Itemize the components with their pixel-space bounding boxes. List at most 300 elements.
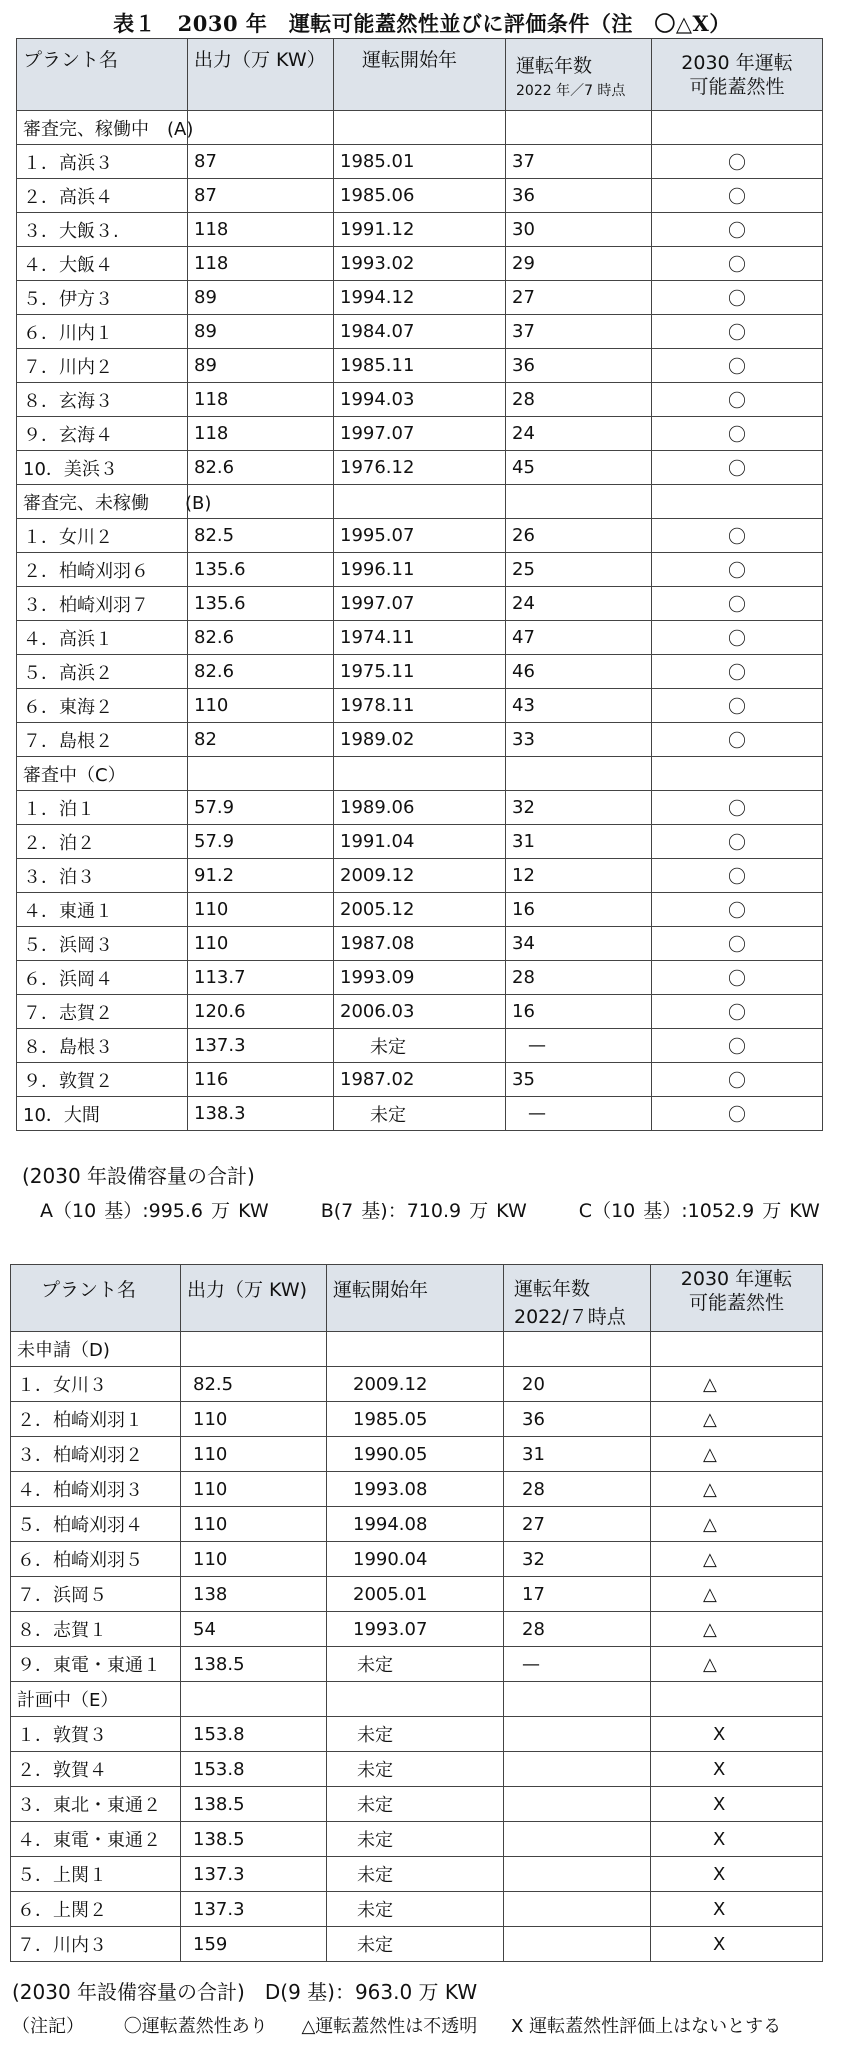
table-row [17,893,823,927]
output-cell: 87 [188,145,334,179]
output-cell: 110 [181,1542,327,1577]
start-year-cell: 1987.02 [334,1063,506,1097]
probability-mark-cell: 〇 [652,961,823,995]
plant-name-cell: ７．志賀２ [17,995,188,1029]
output-cell: 118 [188,213,334,247]
start-year-cell: 未定 [327,1787,504,1822]
table-row [11,1752,823,1787]
table-row [17,723,823,757]
operating-years-cell: — [506,1029,652,1063]
plant-name-cell: ７．川内２ [17,349,188,383]
plant-name-cell: ９．敦賀２ [17,1063,188,1097]
plant-name-cell: ７．浜岡５ [11,1577,181,1612]
probability-mark-cell: 〇 [652,417,823,451]
table-row [17,383,823,417]
start-year-cell: 1991.04 [334,825,506,859]
output-cell: 137.3 [181,1892,327,1927]
operating-years-cell: 46 [506,655,652,689]
table-row [11,1437,823,1472]
operating-years-cell: 34 [506,927,652,961]
plant-name-cell: 10．大間 [17,1097,188,1131]
empty-cell [651,1682,823,1717]
plant-name-cell: ５．浜岡３ [17,927,188,961]
probability-mark-cell: 〇 [652,1063,823,1097]
output-cell: 110 [181,1402,327,1437]
plant-name-cell: １．高浜３ [17,145,188,179]
table-row [17,417,823,451]
plant-name-cell: ２．高浜４ [17,179,188,213]
output-cell: 110 [181,1507,327,1542]
table-row [11,1717,823,1752]
operating-years-cell [504,1787,651,1822]
operating-years-cell: 25 [506,553,652,587]
header-start-year: 運転開始年 [327,1265,504,1332]
probability-mark-cell: 〇 [652,519,823,553]
summary-line-1 [40,1196,820,1223]
plant-name-cell: ６．上関２ [11,1892,181,1927]
probability-mark-cell: X [651,1717,823,1752]
probability-mark-cell: 〇 [652,587,823,621]
operating-years-cell: 24 [506,417,652,451]
table-row [17,1063,823,1097]
plant-name-cell: ２．泊２ [17,825,188,859]
operating-years-cell: 27 [506,281,652,315]
plant-name-cell: ４．東通１ [17,893,188,927]
table-row [17,179,823,213]
group-label: 審査完、稼働中 (A) [17,111,188,145]
output-cell: 118 [188,383,334,417]
table-row [11,1472,823,1507]
probability-mark-cell: 〇 [652,451,823,485]
empty-cell [651,1332,823,1367]
table-row [17,553,823,587]
start-year-cell: 1978.11 [334,689,506,723]
summary-c: C（10 基）:1052.9 万 KW [578,1200,820,1222]
output-cell: 91.2 [188,859,334,893]
table-row [11,1787,823,1822]
start-year-cell: 未定 [327,1927,504,1962]
operating-years-cell: 29 [506,247,652,281]
empty-cell [327,1682,504,1717]
operating-years-cell: 45 [506,451,652,485]
output-cell: 82.6 [188,655,334,689]
table-row [17,689,823,723]
start-year-cell: 1994.03 [334,383,506,417]
probability-mark-cell: 〇 [652,553,823,587]
output-cell: 113.7 [188,961,334,995]
operating-years-cell [504,1927,651,1962]
operating-years-cell [504,1892,651,1927]
header-operating-years-sub: 2022/７時点 [514,1306,626,1328]
plant-name-cell: ６．浜岡４ [17,961,188,995]
start-year-cell: 1994.08 [327,1507,504,1542]
operating-years-cell: 12 [506,859,652,893]
output-cell: 54 [181,1612,327,1647]
output-cell: 89 [188,281,334,315]
empty-cell [506,757,652,791]
start-year-cell: 2005.12 [334,893,506,927]
plant-name-cell: １．敦賀３ [11,1717,181,1752]
probability-mark-cell: △ [651,1542,823,1577]
output-cell: 120.6 [188,995,334,1029]
probability-mark-cell: 〇 [652,247,823,281]
output-cell: 110 [188,927,334,961]
plant-name-cell: ３．東北・東通２ [11,1787,181,1822]
start-year-cell: 1989.02 [334,723,506,757]
operating-years-cell: 17 [504,1577,651,1612]
output-cell: 138.3 [188,1097,334,1131]
plant-name-cell: ４．大飯４ [17,247,188,281]
plant-name-cell: ３．大飯３. [17,213,188,247]
plant-table-2 [10,1264,823,1962]
probability-mark-cell: 〇 [652,859,823,893]
output-cell: 153.8 [181,1752,327,1787]
plant-name-cell: ５．高浜２ [17,655,188,689]
probability-mark-cell: X [651,1822,823,1857]
probability-mark-cell: X [651,1927,823,1962]
table-row [17,791,823,825]
legend-note [12,2012,781,2038]
probability-mark-cell: △ [651,1647,823,1682]
table-row [11,1822,823,1857]
table-row [17,995,823,1029]
output-cell: 159 [181,1927,327,1962]
probability-mark-cell: 〇 [652,315,823,349]
start-year-cell: 1976.12 [334,451,506,485]
output-cell: 87 [188,179,334,213]
header-plant-name: プラント名 [11,1265,181,1332]
empty-cell [188,757,334,791]
operating-years-cell: 28 [506,961,652,995]
table-row [17,451,823,485]
plant-name-cell: ８．志賀１ [11,1612,181,1647]
operating-years-cell: 28 [504,1612,651,1647]
output-cell: 138.5 [181,1787,327,1822]
table-header-row [11,1265,823,1332]
table-row [11,1927,823,1962]
operating-years-cell: 31 [504,1437,651,1472]
empty-cell [652,757,823,791]
operating-years-cell [504,1752,651,1787]
start-year-cell: 1993.07 [327,1612,504,1647]
probability-mark-cell: 〇 [652,349,823,383]
table-row [11,1647,823,1682]
probability-mark-cell: 〇 [652,689,823,723]
probability-mark-cell: X [651,1752,823,1787]
empty-cell [334,485,506,519]
start-year-cell: 1996.11 [334,553,506,587]
table-row [11,1892,823,1927]
summary-a: A（10 基）:995.6 万 KW [40,1200,269,1222]
start-year-cell: 未定 [327,1857,504,1892]
output-cell: 135.6 [188,553,334,587]
output-cell: 57.9 [188,791,334,825]
probability-mark-cell: △ [651,1402,823,1437]
output-cell: 137.3 [181,1857,327,1892]
start-year-cell: 1975.11 [334,655,506,689]
output-cell: 82.6 [188,621,334,655]
start-year-cell: 1991.12 [334,213,506,247]
header-probability [651,1265,823,1332]
table-row [11,1367,823,1402]
empty-cell [334,111,506,145]
probability-mark-cell: 〇 [652,383,823,417]
empty-cell [652,485,823,519]
empty-cell [188,111,334,145]
plant-name-cell: ７．川内３ [11,1927,181,1962]
output-cell: 82.5 [188,519,334,553]
header-output: 出力（万 KW） [188,39,334,111]
operating-years-cell: 27 [504,1507,651,1542]
start-year-cell: 1994.12 [334,281,506,315]
probability-mark-cell: 〇 [652,655,823,689]
operating-years-cell: 31 [506,825,652,859]
operating-years-cell: 16 [506,995,652,1029]
start-year-cell: 1985.05 [327,1402,504,1437]
output-cell: 118 [188,247,334,281]
table-row [11,1542,823,1577]
header-plant-name: プラント名 [17,39,188,111]
probability-mark-cell: 〇 [652,281,823,315]
table-row [17,1097,823,1131]
output-cell: 57.9 [188,825,334,859]
empty-cell [506,485,652,519]
operating-years-cell: 32 [506,791,652,825]
table-row [17,281,823,315]
plant-name-cell: 10．美浜３ [17,451,188,485]
plant-name-cell: １．女川２ [17,519,188,553]
table-row [11,1402,823,1437]
probability-mark-cell: 〇 [652,893,823,927]
start-year-cell: 1987.08 [334,927,506,961]
output-cell: 138.5 [181,1647,327,1682]
table-row [17,859,823,893]
output-cell: 118 [188,417,334,451]
probability-mark-cell: 〇 [652,927,823,961]
header-start-year: 運転開始年 [334,39,506,111]
group-row [11,1332,823,1367]
start-year-cell: 1985.11 [334,349,506,383]
plant-name-cell: ２．敦賀４ [11,1752,181,1787]
output-cell: 110 [188,689,334,723]
header-operating-years-sub: 2022 年／7 時点 [516,83,626,99]
output-cell: 110 [181,1472,327,1507]
group-row [17,485,823,519]
start-year-cell: 未定 [334,1029,506,1063]
start-year-cell: 1985.06 [334,179,506,213]
output-cell: 89 [188,315,334,349]
plant-name-cell: ９．東電・東通１ [11,1647,181,1682]
operating-years-cell: 32 [504,1542,651,1577]
table-row [11,1507,823,1542]
empty-cell [181,1682,327,1717]
output-cell: 137.3 [188,1029,334,1063]
table-row [11,1612,823,1647]
output-cell: 82.6 [188,451,334,485]
table-row [17,349,823,383]
output-cell: 82 [188,723,334,757]
note-x: X 運転蓋然性評価上はないとする [511,2016,782,2037]
plant-name-cell: １．泊１ [17,791,188,825]
plant-name-cell: ４．高浜１ [17,621,188,655]
probability-mark-cell: 〇 [652,145,823,179]
probability-mark-cell: X [651,1857,823,1892]
start-year-cell: 2009.12 [327,1367,504,1402]
output-cell: 138 [181,1577,327,1612]
start-year-cell: 未定 [334,1097,506,1131]
plant-name-cell: ３．柏崎刈羽２ [11,1437,181,1472]
start-year-cell: 1997.07 [334,417,506,451]
output-cell: 135.6 [188,587,334,621]
probability-mark-cell: 〇 [652,621,823,655]
table-row [17,145,823,179]
start-year-cell: 1993.02 [334,247,506,281]
table-row [17,1029,823,1063]
table-row [11,1577,823,1612]
output-cell: 138.5 [181,1822,327,1857]
summary-b: B(7 基)：710.9 万 KW [320,1200,527,1222]
operating-years-cell: 16 [506,893,652,927]
output-cell: 116 [188,1063,334,1097]
header-operating-years-label: 運転年数 [514,1278,591,1300]
operating-years-cell: 24 [506,587,652,621]
probability-mark-cell: 〇 [652,995,823,1029]
table-row [17,519,823,553]
operating-years-cell: 36 [506,349,652,383]
plant-name-cell: ２．柏崎刈羽１ [11,1402,181,1437]
output-cell: 110 [181,1437,327,1472]
empty-cell [181,1332,327,1367]
operating-years-cell: 36 [506,179,652,213]
operating-years-cell: 28 [504,1472,651,1507]
table-row [17,621,823,655]
start-year-cell: 1995.07 [334,519,506,553]
table-row [17,825,823,859]
operating-years-cell [504,1857,651,1892]
group-label: 審査中（C） [17,757,188,791]
plant-name-cell: ９．玄海４ [17,417,188,451]
empty-cell [327,1332,504,1367]
start-year-cell: 1990.04 [327,1542,504,1577]
empty-cell [504,1332,651,1367]
plant-name-cell: ６．川内１ [17,315,188,349]
note-circle: 〇運転蓋然性あり [123,2016,268,2037]
header-probability-line1: 2030 年運転 [681,52,793,74]
plant-table-1 [16,38,823,1131]
output-cell: 153.8 [181,1717,327,1752]
probability-mark-cell: 〇 [652,1097,823,1131]
summary-line-2: (2030 年設備容量の合計) D(9 基)：963.0 万 KW [12,1980,478,2004]
operating-years-cell [504,1717,651,1752]
probability-mark-cell: △ [651,1367,823,1402]
note-triangle: △運転蓋然性は不透明 [301,2016,478,2037]
operating-years-cell: 28 [506,383,652,417]
probability-mark-cell: △ [651,1507,823,1542]
plant-name-cell: ３．柏崎刈羽７ [17,587,188,621]
start-year-cell: 未定 [327,1822,504,1857]
start-year-cell: 1997.07 [334,587,506,621]
start-year-cell: 1989.06 [334,791,506,825]
operating-years-cell: 20 [504,1367,651,1402]
start-year-cell: 1990.05 [327,1437,504,1472]
table-header-row [17,39,823,111]
operating-years-cell: 30 [506,213,652,247]
output-cell: 82.5 [181,1367,327,1402]
start-year-cell: 2009.12 [334,859,506,893]
probability-mark-cell: 〇 [652,1029,823,1063]
output-cell: 110 [188,893,334,927]
summary-heading-1: (2030 年設備容量の合計) [22,1164,255,1188]
empty-cell [504,1682,651,1717]
operating-years-cell: 33 [506,723,652,757]
probability-mark-cell: X [651,1787,823,1822]
table-title: 表１ 2030 年 運転可能蓋然性並びに評価条件（注 〇△X） [113,11,731,36]
group-label: 審査完、未稼働 (B) [17,485,188,519]
probability-mark-cell: 〇 [652,723,823,757]
start-year-cell: 2005.01 [327,1577,504,1612]
empty-cell [334,757,506,791]
plant-name-cell: ５．上関１ [11,1857,181,1892]
note-label: （注記） [12,2016,84,2037]
probability-mark-cell: 〇 [652,179,823,213]
plant-name-cell: ５．柏崎刈羽４ [11,1507,181,1542]
start-year-cell: 未定 [327,1647,504,1682]
plant-name-cell: ３．泊３ [17,859,188,893]
plant-name-cell: ６．柏崎刈羽５ [11,1542,181,1577]
probability-mark-cell: 〇 [652,791,823,825]
header-output: 出力（万 KW) [181,1265,327,1332]
header-probability-line2: 可能蓋然性 [688,1292,784,1314]
table-row [17,961,823,995]
start-year-cell: 1984.07 [334,315,506,349]
group-row [17,757,823,791]
header-probability-line1: 2030 年運転 [680,1268,793,1290]
operating-years-cell: 47 [506,621,652,655]
group-label: 未申請（D) [11,1332,181,1367]
plant-name-cell: ６．東海２ [17,689,188,723]
probability-mark-cell: △ [651,1612,823,1647]
group-row [11,1682,823,1717]
plant-name-cell: ７．島根２ [17,723,188,757]
start-year-cell: 2006.03 [334,995,506,1029]
table-row [17,247,823,281]
header-operating-years-label: 運転年数 [516,55,593,77]
empty-cell [506,111,652,145]
plant-name-cell: ４．柏崎刈羽３ [11,1472,181,1507]
plant-name-cell: １．女川３ [11,1367,181,1402]
start-year-cell: 1993.09 [334,961,506,995]
start-year-cell: 1985.01 [334,145,506,179]
probability-mark-cell: 〇 [652,825,823,859]
plant-name-cell: ８．玄海３ [17,383,188,417]
probability-mark-cell: △ [651,1577,823,1612]
start-year-cell: 1993.08 [327,1472,504,1507]
table-row [17,587,823,621]
header-operating-years [504,1265,651,1332]
operating-years-cell: 36 [504,1402,651,1437]
table-row [17,315,823,349]
start-year-cell: 未定 [327,1752,504,1787]
operating-years-cell: 26 [506,519,652,553]
group-label: 計画中（E） [11,1682,181,1717]
table-row [17,927,823,961]
header-probability-line2: 可能蓋然性 [689,76,785,98]
table-row [11,1857,823,1892]
header-operating-years [506,39,652,111]
start-year-cell: 1974.11 [334,621,506,655]
operating-years-cell: 37 [506,145,652,179]
operating-years-cell: 37 [506,315,652,349]
